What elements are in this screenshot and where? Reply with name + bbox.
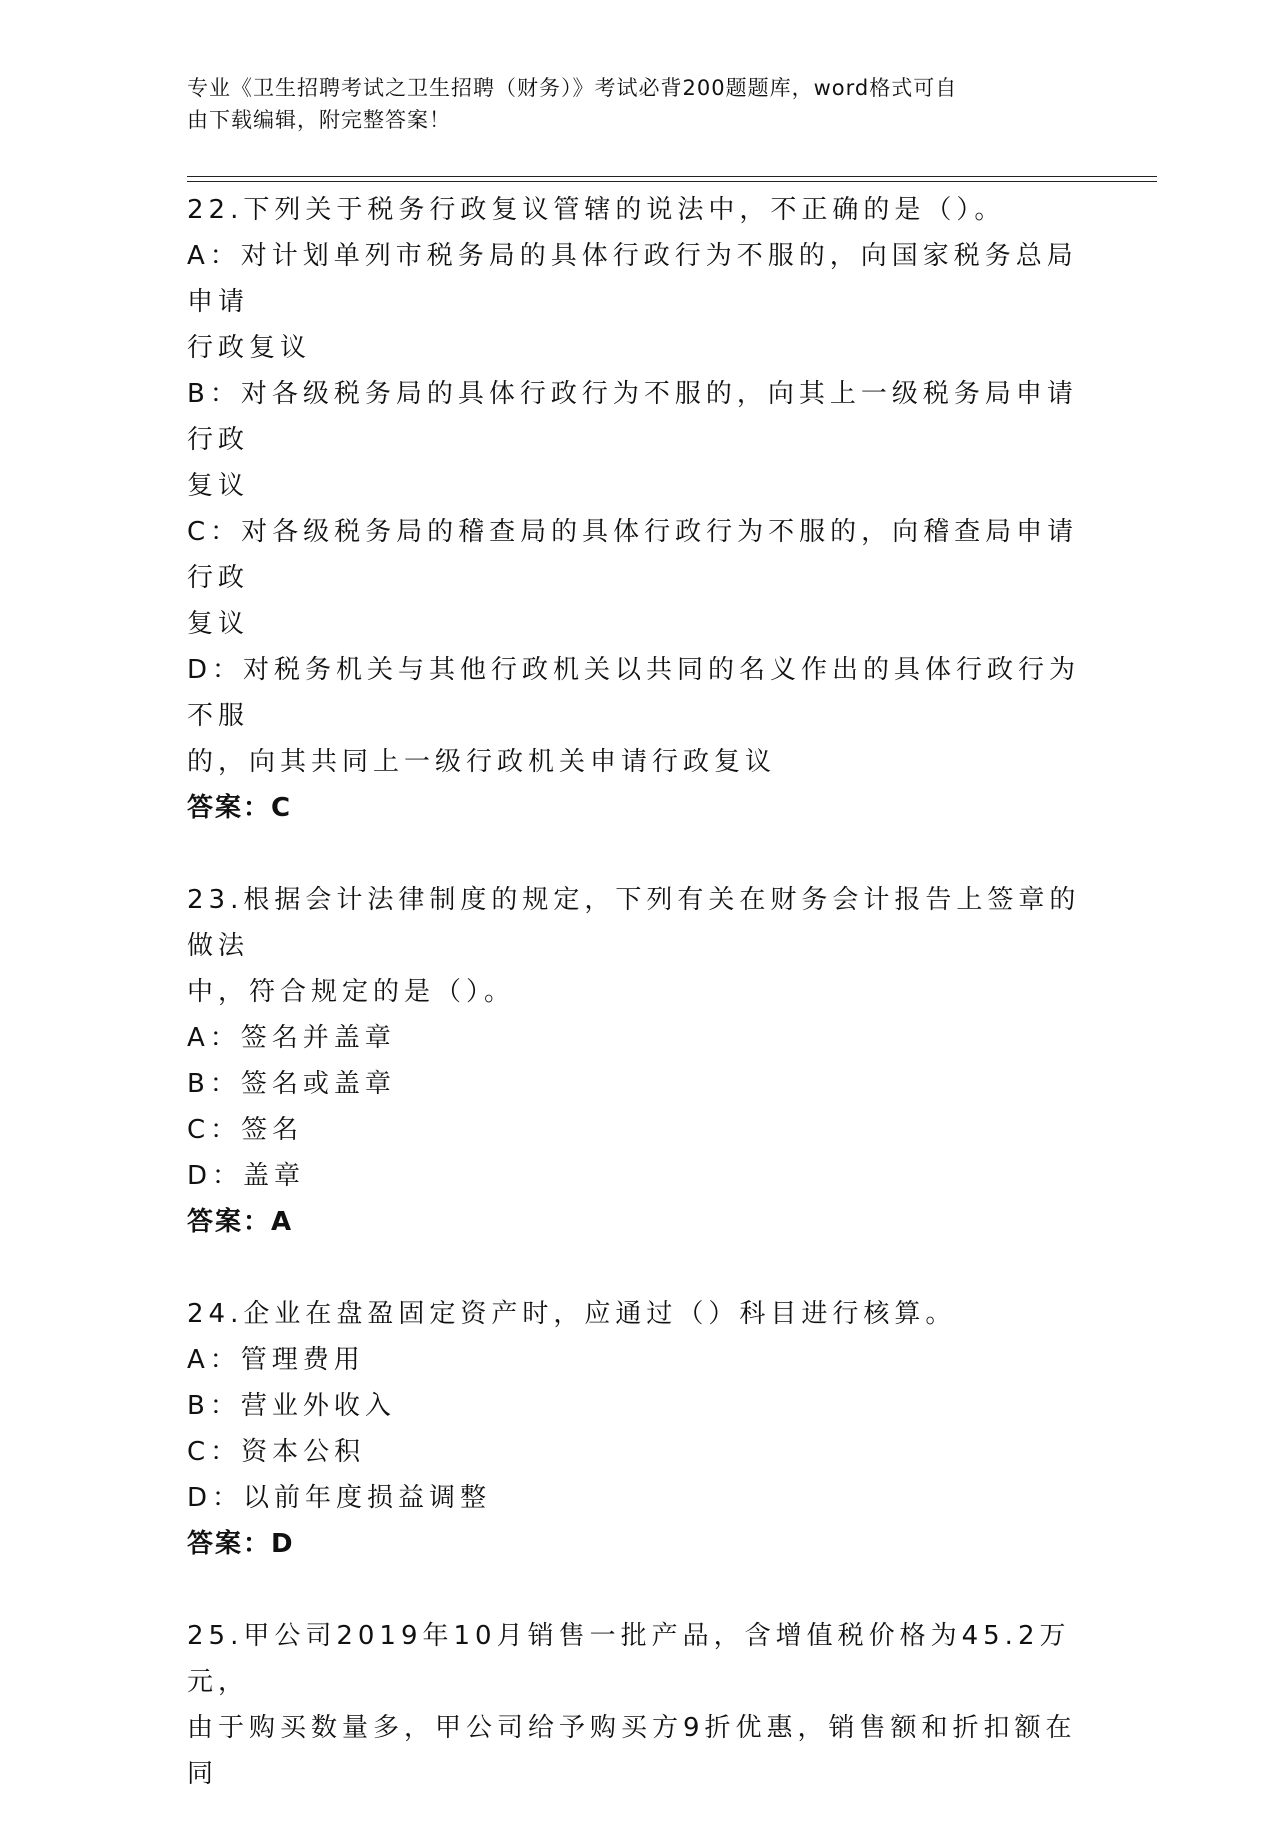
answer: 答案：C — [187, 793, 293, 823]
option-b: B：营业外收入 — [187, 1391, 396, 1421]
header-rule-bottom — [187, 181, 1157, 182]
option-d: D：对税务机关与其他行政机关以共同的名义作出的具体行政行为不服 — [187, 655, 1081, 731]
question-24 — [187, 1291, 1087, 1567]
question-list — [187, 187, 1087, 1843]
option-d: D：以前年度损益调整 — [187, 1483, 492, 1513]
option-d-cont: 的，向其共同上一级行政机关申请行政复议 — [187, 747, 777, 777]
option-c-cont: 复议 — [187, 609, 250, 639]
option-a: A：签名并盖章 — [187, 1023, 396, 1053]
option-c: C：对各级税务局的稽查局的具体行政行为不服的，向稽查局申请行政 — [187, 517, 1079, 593]
option-a: A：管理费用 — [187, 1345, 365, 1375]
question-22 — [187, 187, 1087, 831]
option-c: C：资本公积 — [187, 1437, 366, 1467]
question-stem: 25.甲公司2019年10月销售一批产品，含增值税价格为45.2万元， — [187, 1621, 1071, 1697]
document-header — [187, 72, 1067, 136]
option-b-cont: 复议 — [187, 471, 250, 501]
answer: 答案：D — [187, 1529, 295, 1559]
header-line-1: 专业《卫生招聘考试之卫生招聘（财务）》考试必背200题题库，word格式可自 — [187, 76, 958, 100]
question-25 — [187, 1613, 1087, 1797]
question-stem: 23.根据会计法律制度的规定，下列有关在财务会计报告上签章的做法 — [187, 885, 1081, 961]
option-a-cont: 行政复议 — [187, 333, 312, 363]
question-stem-cont: 中，符合规定的是（）。 — [187, 977, 516, 1007]
option-c: C：签名 — [187, 1115, 304, 1145]
option-d: D：盖章 — [187, 1161, 306, 1191]
question-stem-cont: 由于购买数量多，甲公司给予购买方9折优惠，销售额和折扣额在同 — [187, 1713, 1077, 1789]
header-line-2: 由下载编辑，附完整答案！ — [187, 108, 451, 132]
header-rule-top — [187, 176, 1157, 177]
option-a: A：对计划单列市税务局的具体行政行为不服的，向国家税务总局申请 — [187, 241, 1078, 317]
question-23 — [187, 877, 1087, 1245]
question-stem: 24.企业在盘盈固定资产时，应通过（）科目进行核算。 — [187, 1299, 957, 1329]
option-b: B：对各级税务局的具体行政行为不服的，向其上一级税务局申请行政 — [187, 379, 1078, 455]
question-stem: 22.下列关于税务行政复议管辖的说法中，不正确的是（）。 — [187, 195, 1006, 225]
option-b: B：签名或盖章 — [187, 1069, 396, 1099]
answer: 答案：A — [187, 1207, 294, 1237]
